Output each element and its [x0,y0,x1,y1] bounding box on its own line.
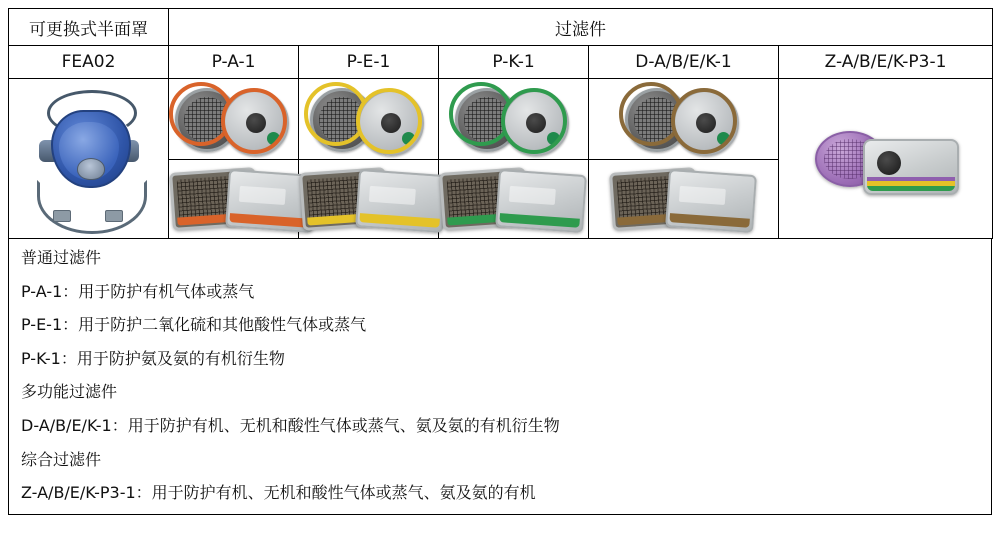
p-e-1-rect-image [299,160,438,238]
color-stripe [669,213,749,228]
mask-image-cell [9,79,169,239]
respirator-illustration [29,84,149,234]
round-cartridge-pair [304,84,434,154]
product-table [8,8,993,239]
note-group1-title: 普通过滤件 [21,248,102,267]
p-k-1-rect-cartridge-cell [439,160,589,239]
product-label [239,186,286,205]
neck-strap [37,180,147,234]
note-p-a-1: P-A-1：用于防护有机气体或蒸气 [21,281,255,301]
p-e-1-round-image [299,79,438,159]
rect-cartridge-front [355,169,447,233]
half-mask-image [9,84,168,234]
rect-cartridge-pair [439,164,588,234]
strap-buckle-left [53,210,71,222]
gas-filter-base [863,139,959,195]
rect-cartridge-pair [169,164,298,234]
model-p-k-1: P-K-1 [439,46,589,79]
model-p-e-1: P-E-1 [299,46,439,79]
notes-section [8,239,992,515]
d-abek-1-round-image [589,79,778,159]
model-row [9,46,993,79]
header-filter-category: 过滤件 [169,9,993,46]
p-a-1-round-cartridge-cell [169,79,299,160]
p-e-1-round-cartridge-cell [299,79,439,160]
model-d-abek-1: D-A/B/E/K-1 [589,46,779,79]
p-a-1-rect-cartridge-cell [169,160,299,239]
p-a-1-rect-image [169,160,298,238]
model-p-a-1: P-A-1 [169,46,299,79]
product-label [678,186,725,205]
rect-cartridge-front [665,169,757,233]
combined-filter-set [811,123,961,195]
round-cartridge-pair [619,84,749,154]
note-p-e-1: P-E-1：用于防护二氧化硫和其他酸性气体或蒸气 [21,315,367,335]
round-cartridge-pair [169,84,298,154]
color-band-front [356,88,422,154]
stripe-green [867,186,955,191]
header-mask-category: 可更换式半面罩 [9,9,169,46]
p-k-1-round-image [439,79,588,159]
rect-cartridge-front [495,169,587,233]
d-abek-1-rect-image [589,160,778,238]
p-e-1-rect-cartridge-cell [299,160,439,239]
cartridge-hub [877,151,901,175]
color-band-front [671,88,737,154]
color-code-stripes [867,177,955,191]
p-k-1-round-cartridge-cell [439,79,589,160]
p-a-1-round-image [169,79,298,159]
p-k-1-rect-image [439,160,588,238]
round-cartridge-pair [449,84,579,154]
strap-buckle-right [105,210,123,222]
d-abek-1-rect-cartridge-cell [589,160,779,239]
rect-cartridge-pair [609,164,759,234]
model-z-abek-p3-1: Z-A/B/E/K-P3-1 [779,46,993,79]
color-band-front [501,88,567,154]
d-abek-1-round-cartridge-cell [589,79,779,160]
exhalation-valve [77,158,105,180]
note-z-abek-p3-1: Z-A/B/E/K-P3-1：用于防护有机、无机和酸性气体或蒸气、氨及氨的有机 [21,483,536,503]
note-group2-title: 多功能过滤件 [21,382,118,402]
color-stripe [359,213,439,228]
model-fea02: FEA02 [9,46,169,79]
rect-cartridge-pair [299,164,438,234]
image-row-round [9,79,993,160]
product-label [509,186,556,205]
table-header-row [9,9,993,46]
color-stripe [229,213,309,228]
z-abek-p3-1-cell [779,79,993,239]
note-group3-title: 综合过滤件 [21,449,102,469]
note-d-abek-1: D-A/B/E/K-1：用于防护有机、无机和酸性气体或蒸气、氨及氨的有机衍生物 [21,415,560,435]
color-stripe [499,213,579,228]
product-label [369,186,416,205]
product-spec-page [0,8,1000,560]
z-abek-p3-1-image [779,79,992,238]
color-band-front [221,88,287,154]
note-p-k-1: P-K-1：用于防护氨及氨的有机衍生物 [21,348,285,368]
